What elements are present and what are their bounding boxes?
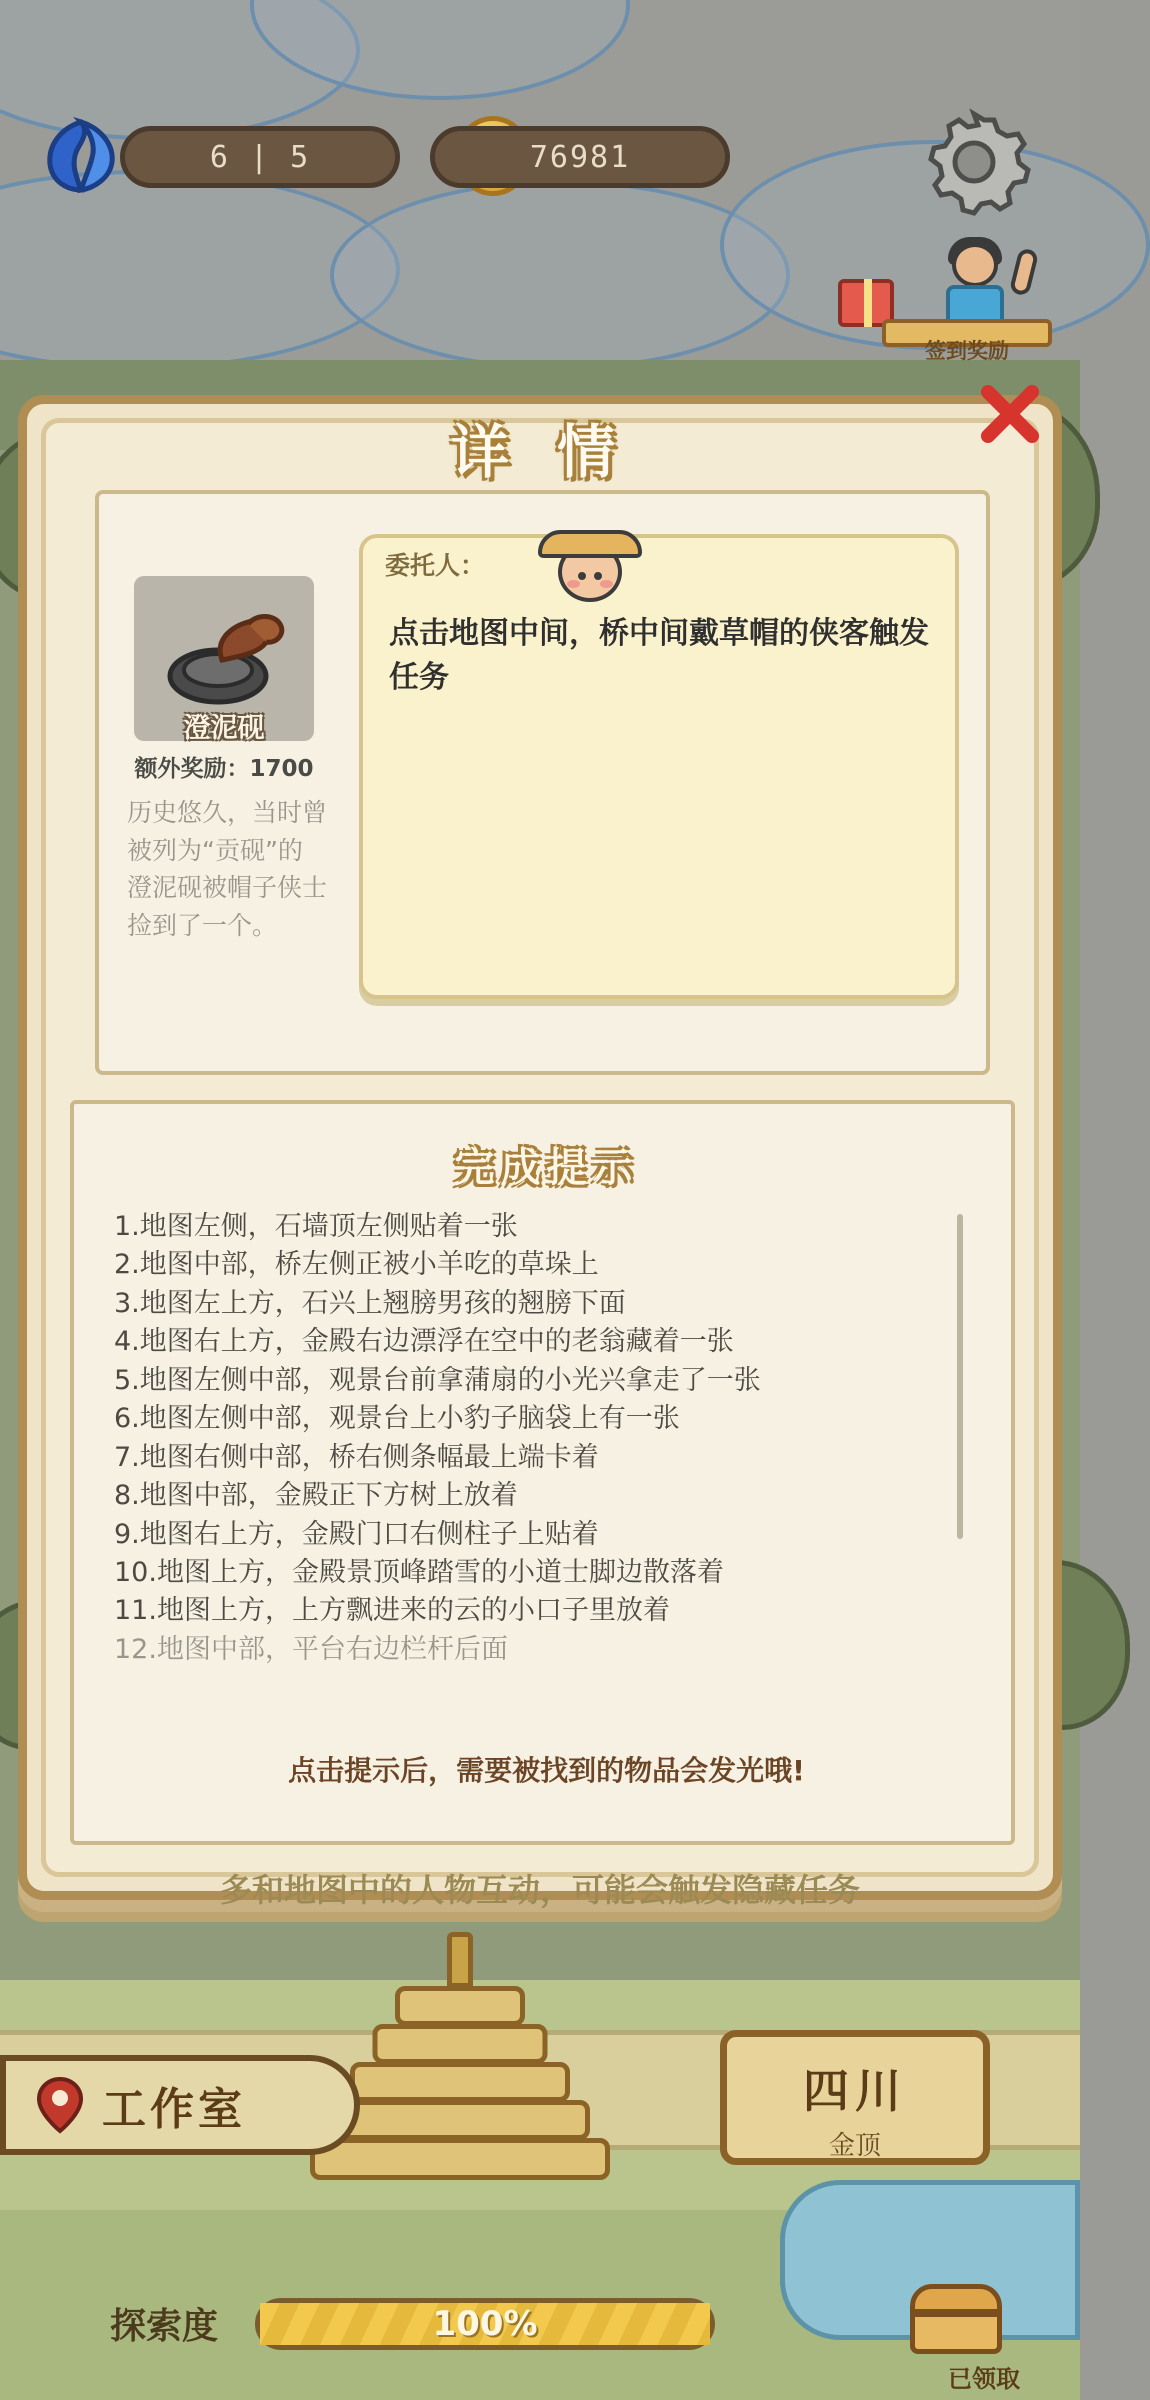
item-description: 历史悠久，当时曾被列为“贡砚”的澄泥砚被帽子侠士捡到了一个。 xyxy=(127,798,328,940)
hint-item[interactable]: 7.地图右侧中部，桥右侧条幅最上端卡着 xyxy=(114,1441,599,1473)
gem-value: 6 | 5 xyxy=(209,139,311,175)
gear-icon[interactable] xyxy=(920,108,1028,216)
hint-item[interactable]: 3.地图左上方，石兴上翘膀男孩的翘膀下面 xyxy=(114,1287,626,1319)
background-tip-text: 多和地图中的人物互动，可能会触发隐藏任务 xyxy=(219,1871,860,1909)
studio-button[interactable] xyxy=(0,2055,360,2155)
gem-icon xyxy=(40,118,122,194)
hints-footer-note: 点击提示后，需要被找到的物品会发光哦! xyxy=(288,1754,805,1787)
hint-item[interactable]: 5.地图左侧中部，观景台前拿蒲扇的小光兴拿走了一张 xyxy=(114,1364,761,1396)
commission-tag: 委托人： xyxy=(385,551,486,580)
signin-reward-button[interactable] xyxy=(882,245,1052,365)
item-name: 澄泥砚 xyxy=(183,713,265,744)
coin-value: 76981 xyxy=(529,139,631,175)
page-title: 详 情 xyxy=(450,418,630,486)
coin-counter xyxy=(430,126,730,188)
hint-item[interactable]: 9.地图右上方，金殿门口右侧柱子上贴着 xyxy=(114,1518,599,1550)
hint-item[interactable]: 8.地图中部，金殿正下方树上放着 xyxy=(114,1480,518,1512)
commission-bubble xyxy=(359,534,959,999)
signin-character-icon xyxy=(940,243,1012,325)
exploration-percent: 100% xyxy=(432,2304,538,2344)
top-hud xyxy=(0,90,1080,200)
hint-item[interactable]: 1.地图左侧，石墙顶左侧贴着一张 xyxy=(114,1211,518,1242)
hint-item[interactable]: 10.地图上方，金殿景顶峰踏雪的小道士脚边散落着 xyxy=(114,1556,724,1588)
item-bonus: 额外奖励：1700 xyxy=(134,756,314,782)
hint-item[interactable]: 2.地图中部，桥左侧正被小羊吃的草垛上 xyxy=(114,1249,599,1281)
hints-scrollbar[interactable] xyxy=(957,1214,963,1539)
treasure-chest-icon[interactable] xyxy=(910,2284,1002,2354)
hint-item[interactable]: 4.地图右上方，金殿右边漂浮在空中的老翁藏着一张 xyxy=(114,1326,734,1358)
commission-text: 点击地图中间，桥中间戴草帽的侠客触发任务 xyxy=(389,616,929,695)
region-board[interactable] xyxy=(720,2030,990,2165)
inkstone-icon xyxy=(156,600,296,710)
hints-title: 完成提示 xyxy=(454,1145,639,1191)
hint-item[interactable]: 12.地图中部，平台右边栏杆后面 xyxy=(114,1633,508,1665)
gem-counter xyxy=(120,126,400,188)
hints-list[interactable] xyxy=(114,1209,944,1665)
item-and-commission-card xyxy=(95,490,990,1075)
close-icon[interactable] xyxy=(974,378,1046,450)
exploration-label: 探索度 xyxy=(110,2306,219,2347)
chest-status-label: 已领取 xyxy=(948,2365,1020,2393)
region-name: 四川 xyxy=(803,2064,907,2118)
location-pin-icon xyxy=(36,2076,84,2134)
hint-item[interactable]: 6.地图左侧中部，观景台上小豹子脑袋上有一张 xyxy=(114,1403,680,1435)
hint-item[interactable]: 11.地图上方，上方飘进来的云的小口子里放着 xyxy=(114,1595,670,1627)
studio-label: 工作室 xyxy=(102,2084,246,2135)
hints-card xyxy=(70,1100,1015,1845)
exploration-row xyxy=(0,2280,1080,2393)
region-sub-name: 金顶 xyxy=(828,2131,881,2161)
straw-hat-avatar-icon xyxy=(538,516,642,608)
signin-label: 签到奖励 xyxy=(925,339,1009,363)
cloud-shape xyxy=(330,180,790,370)
